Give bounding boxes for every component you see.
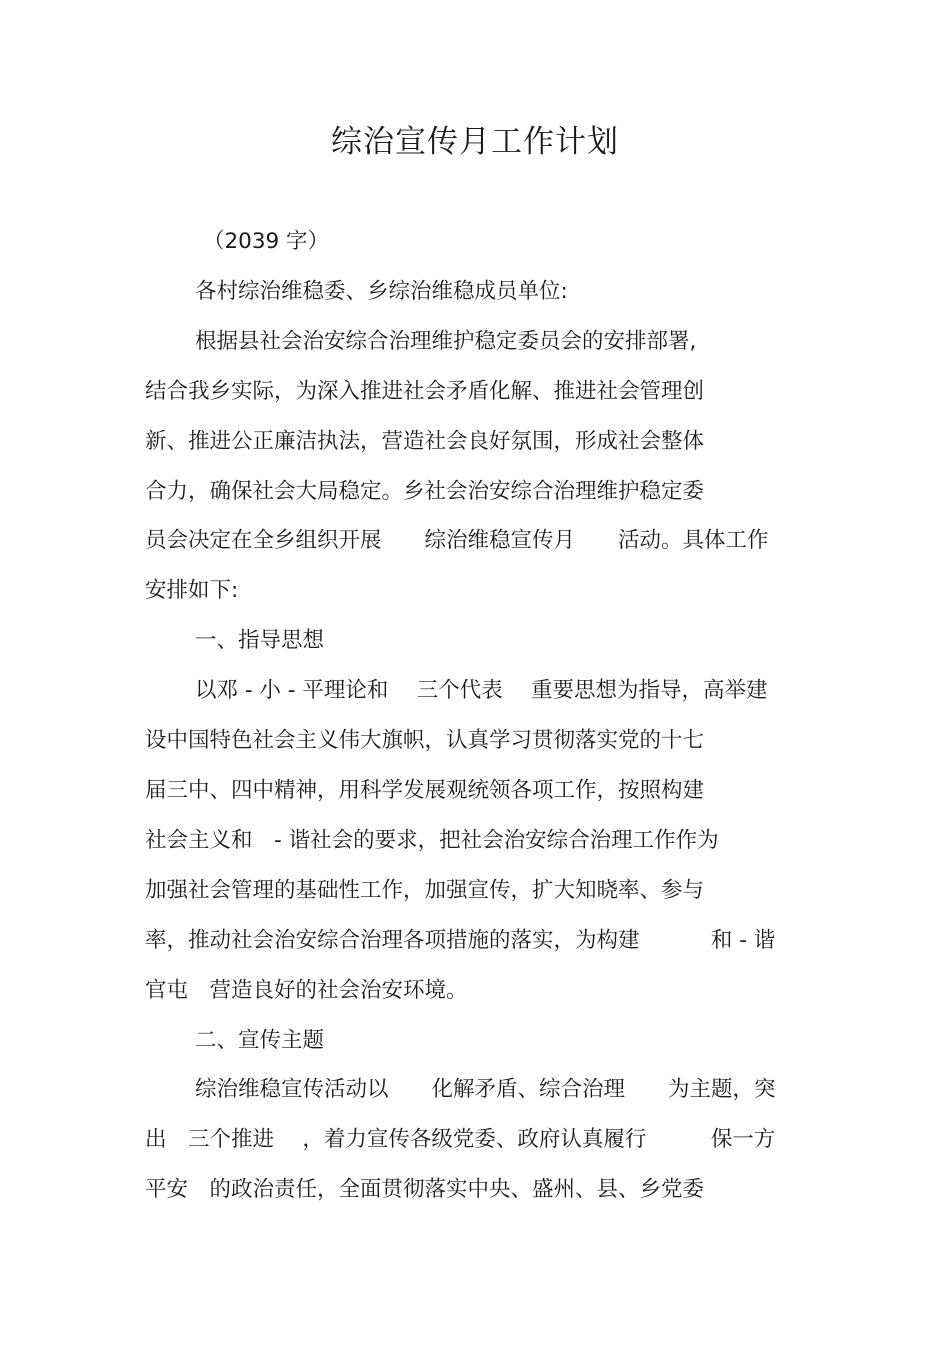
section-heading: 一、指导思想	[195, 628, 325, 653]
body-line: 设中国特色社会主义伟大旗帜，认真学习贯彻落实党的十七	[145, 728, 705, 753]
body-line: 社会主义和 - 谐社会的要求，把社会治安综合治理工作作为	[145, 828, 719, 853]
body-line: 届三中、四中精神，用科学发展观统领各项工作，按照构建	[145, 778, 705, 803]
body-line: 出 三个推进 ，着力宣传各级党委、政府认真履行 保一方	[145, 1127, 776, 1152]
word-count: （2039 字）	[203, 229, 330, 254]
body-line: 结合我乡实际，为深入推进社会矛盾化解、推进社会管理创	[145, 379, 705, 404]
body-line: 加强社会管理的基础性工作，加强宣传，扩大知晓率、参与	[145, 878, 705, 903]
body-line: 综治维稳宣传活动以 化解矛盾、综合治理 为主题，突	[195, 1077, 776, 1102]
body-line: 合力，确保社会大局稳定。乡社会治安综合治理维护稳定委	[145, 479, 705, 504]
section-heading: 二、宣传主题	[195, 1028, 325, 1053]
body-line: 平安 的政治责任，全面贯彻落实中央、盛州、县、乡党委	[145, 1177, 705, 1202]
body-line: 安排如下:	[145, 578, 239, 603]
body-line: 新、推进公正廉洁执法，营造社会良好氛围，形成社会整体	[145, 429, 705, 454]
salutation: 各村综治维稳委、乡综治维稳成员单位:	[195, 279, 568, 304]
document-title: 综治宣传月工作计划	[331, 124, 619, 160]
body-line: 员会决定在全乡组织开展 综治维稳宣传月 活动。具体工作	[145, 528, 769, 553]
body-line: 官屯 营造良好的社会治安环境。	[145, 978, 468, 1003]
body-line: 以邓 - 小 - 平理论和 三个代表 重要思想为指导，高举建	[195, 678, 768, 703]
body-line: 根据县社会治安综合治理维护稳定委员会的安排部署,	[195, 329, 697, 354]
body-line: 率，推动社会治安综合治理各项措施的落实，为构建 和 - 谐	[145, 928, 776, 953]
